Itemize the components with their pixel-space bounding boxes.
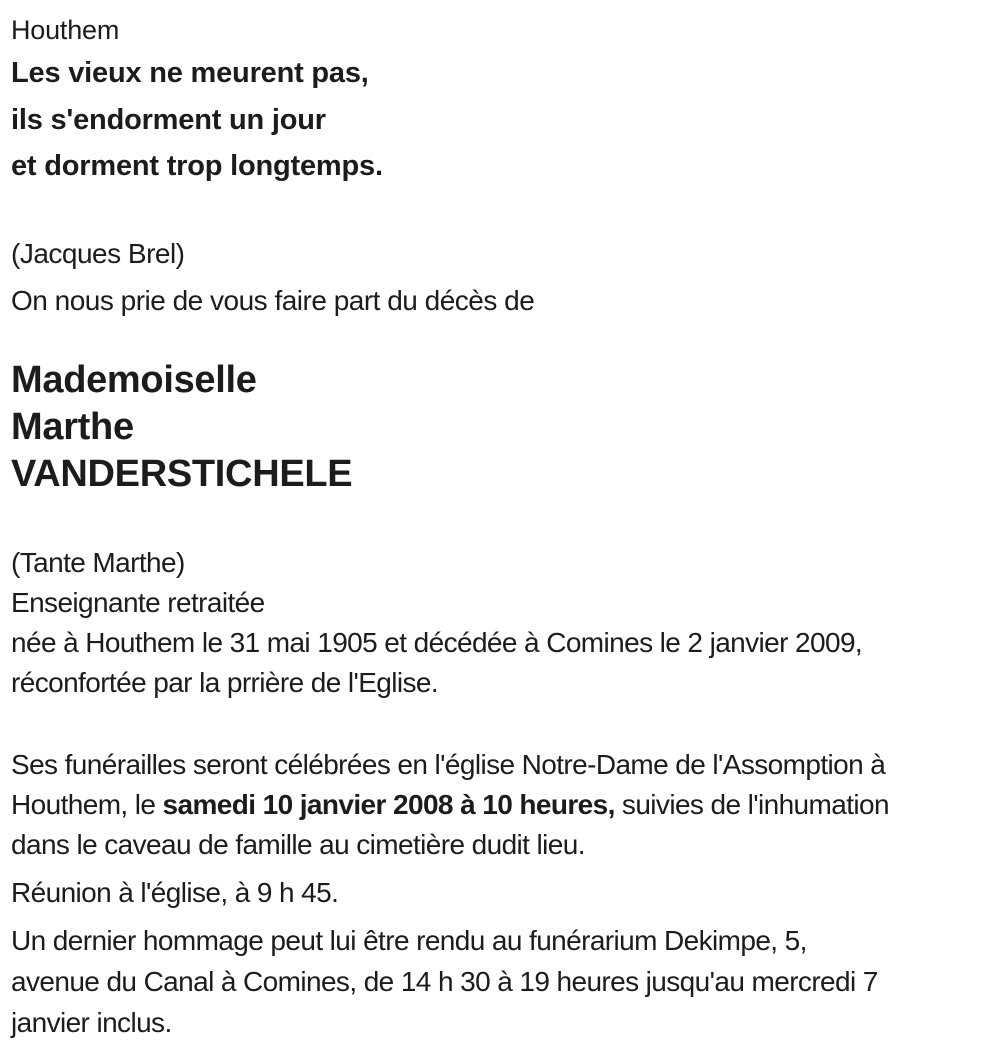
quote-attribution: (Jacques Brel) <box>11 237 185 269</box>
funeral-line-2-pre: Houthem, le <box>11 788 163 820</box>
deceased-life-line-2: réconfortée par la prrière de l'Eglise. <box>11 666 439 698</box>
place-line: Houthem <box>11 15 120 45</box>
quote-line-3: et dorment trop longtemps. <box>11 150 383 182</box>
intro-line: On nous prie de vous faire part du décès de <box>11 284 535 316</box>
tribute-paragraph <box>11 920 992 1043</box>
funeral-date-time: samedi 10 janvier 2008 à 10 heures, <box>162 788 615 820</box>
tribute-line-1: Un dernier hommage peut lui être rendu au funérarium Dekimpe, 5, <box>11 924 807 956</box>
funeral-line-3: dans le caveau de famille au cimetière dudit lieu. <box>11 828 585 860</box>
funeral-paragraph <box>11 745 992 865</box>
quote-block <box>11 50 992 190</box>
deceased-last-name: VANDERSTICHELE <box>11 452 353 495</box>
deceased-profession: Enseignante retraitée <box>11 586 265 618</box>
quote-line-2: ils s'endorment un jour <box>11 103 326 136</box>
funeral-line-2 <box>11 785 992 825</box>
deceased-nickname: (Tante Marthe) <box>11 546 185 578</box>
funeral-line-1: Ses funérailles seront célébrées en l'église Notre-Dame de l'Assomption à <box>11 748 886 780</box>
deceased-life-line-1: née à Houthem le 31 mai 1905 et décédée à Comines le 2 janvier 2009, <box>11 626 863 658</box>
deceased-title: Mademoiselle <box>11 358 257 401</box>
tribute-line-3: janvier inclus. <box>11 1006 172 1038</box>
deceased-first-name: Marthe <box>11 405 134 448</box>
deceased-name-block <box>11 357 992 498</box>
quote-line-1: Les vieux ne meurent pas, <box>11 57 369 89</box>
tribute-line-2: avenue du Canal à Comines, de 14 h 30 à 19 heures jusqu'au mercredi 7 <box>11 965 878 997</box>
deceased-details-block <box>11 543 992 703</box>
meeting-line: Réunion à l'église, à 9 h 45. <box>11 876 339 908</box>
funeral-line-2-post: suivies de l'inhumation <box>614 788 889 820</box>
